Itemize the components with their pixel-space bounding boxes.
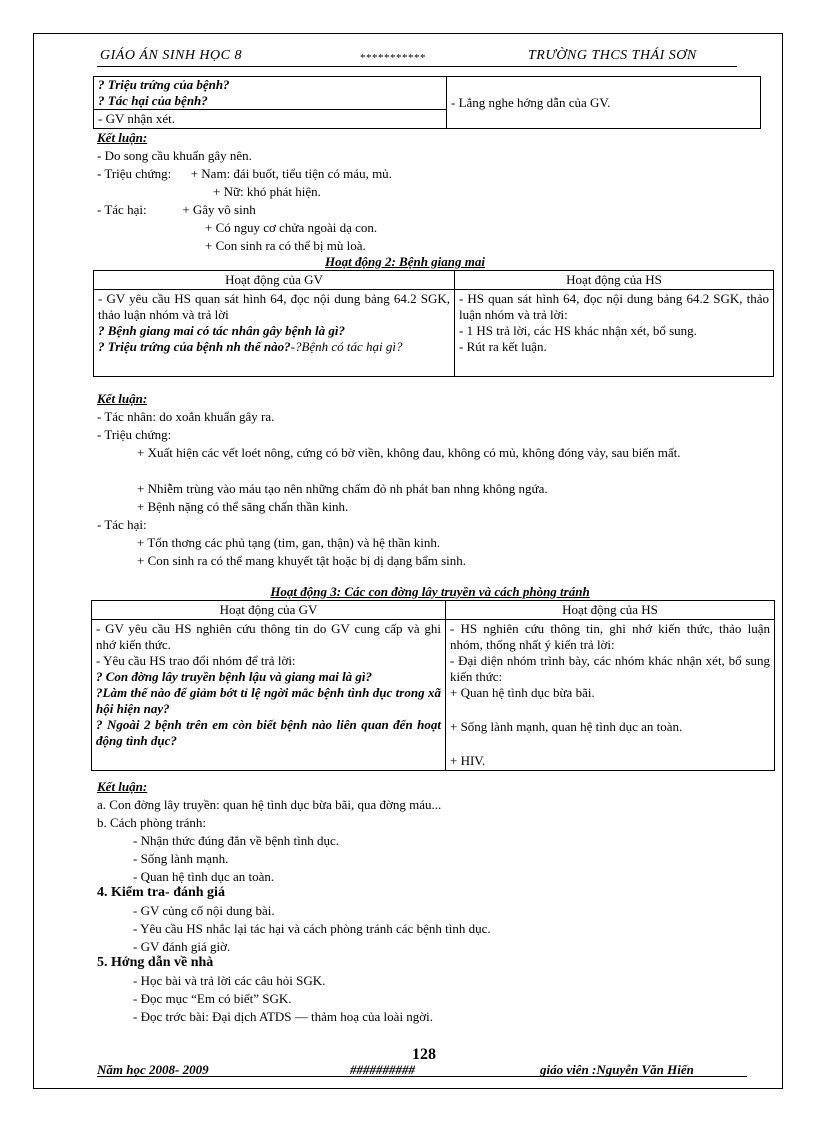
activity2-hs-cell bbox=[455, 290, 774, 377]
section5-item-2: - Đọc mục “Em có biết” SGK. bbox=[133, 991, 292, 1006]
activity1-table bbox=[93, 76, 761, 129]
conclusion2-symptom-1: + Xuất hiện các vết loét nông, cứng có bờ viền, không đau, không có mủ, không đóng vảy, sau biến mất. bbox=[137, 445, 681, 460]
activity3-gv-instruction: - GV yêu cầu HS nghiên cứu thông tin do GV cung cấp và ghi nhớ kiến thức. bbox=[96, 621, 441, 652]
activity3-hs-answer-2: + Sống lành mạnh, quan hệ tình dục an toàn. bbox=[450, 719, 683, 734]
conclusion2-symptom-3: + Bệnh nặng có thể săng chấn thần kinh. bbox=[137, 499, 349, 514]
conclusion3-title: Kết luận: bbox=[97, 779, 148, 794]
activity2-hs-conclude: - Rút ra kết luận. bbox=[459, 339, 547, 354]
conclusion1-symptoms-male: - Triệu chứng: + Nam: đái buốt, tiểu tiện có máu, mủ. bbox=[97, 166, 392, 181]
footer-hashes: ########## bbox=[350, 1062, 415, 1077]
footer-rule bbox=[97, 1076, 747, 1077]
activity2-question-symptoms: ? Triệu trứng của bệnh nh thế nào?-?Bệnh có tác hại gì? bbox=[98, 339, 403, 354]
activity3-hs-present: - Đại diện nhóm trình bày, các nhóm khác nhận xét, bổ sung kiến thức: bbox=[450, 653, 770, 684]
conclusion2-agent: - Tác nhân: do xoắn khuẩn gây ra. bbox=[97, 409, 275, 424]
conclusion3-prevention-1: - Nhận thức đúng đắn về bệnh tình dục. bbox=[133, 833, 339, 848]
activity2-hs-observe: - HS quan sát hình 64, đọc nội dung bảng 64.2 SGK, thảo luận nhóm và trả lời: bbox=[459, 291, 769, 322]
section5-item-3: - Đọc trớc bài: Đại dịch ATDS — thảm hoạ của loài ngời. bbox=[133, 1009, 434, 1024]
conclusion3-prevention-2: - Sống lành mạnh. bbox=[133, 851, 229, 866]
section4-item-1: - GV củng cố nội dung bài. bbox=[133, 903, 275, 918]
activity3-col-gv: Hoạt động của GV bbox=[92, 601, 446, 620]
header-subject: GIÁO ÁN SINH HỌC 8 bbox=[100, 48, 242, 63]
activity1-gv-remark: - GV nhận xét. bbox=[94, 110, 447, 129]
conclusion3-prevention-label: b. Cách phòng tránh: bbox=[97, 815, 207, 830]
conclusion1-title: Kết luận: bbox=[97, 130, 148, 145]
activity2-col-gv: Hoạt động của GV bbox=[94, 271, 455, 290]
activity3-question-other: ? Ngoài 2 bệnh trên em còn biết bệnh nào liên quan đến hoạt động tình dục? bbox=[96, 717, 441, 748]
activity2-hs-answer: - 1 HS trả lời, các HS khác nhận xét, bổ sung. bbox=[459, 323, 697, 338]
activity3-question-reduce: ?Làm thế nào để giảm bớt tỉ lệ ngời mắc bệnh tình dục trong xã hội hiện nay? bbox=[96, 685, 441, 716]
header-school: TRƯỜNG THCS THÁI SƠN bbox=[528, 48, 697, 63]
activity3-hs-cell bbox=[446, 620, 775, 771]
activity3-hs-study: - HS nghiên cứu thông tin, ghi nhớ kiến thức, thảo luận nhóm, thống nhất ý kiến trả lời: bbox=[450, 621, 770, 652]
activity3-hs-answer-3: + HIV. bbox=[450, 753, 486, 768]
activity2-table bbox=[93, 270, 774, 377]
conclusion3-prevention-3: - Quan hệ tình dục an toàn. bbox=[133, 869, 275, 884]
conclusion2-harm-label: - Tác hại: bbox=[97, 517, 147, 532]
section4-item-3: - GV đánh giá giờ. bbox=[133, 939, 231, 954]
conclusion1-symptoms-female: + Nữ: khó phát hiện. bbox=[213, 184, 321, 199]
footer-teacher: giáo viên :Nguyễn Văn Hiến bbox=[540, 1062, 694, 1077]
activity3-col-hs: Hoạt động của HS bbox=[446, 601, 775, 620]
activity2-question-cause: ? Bệnh giang mai có tác nhân gây bệnh là gì? bbox=[98, 323, 346, 338]
activity2-gv-instruction: - GV yêu cầu HS quan sát hình 64, đọc nội dung bảng 64.2 SGK, thảo luận nhóm và trả lời bbox=[98, 291, 450, 322]
activity3-heading: Hoạt động 3: Các con đờng lây truyền và cách phòng tránh bbox=[270, 584, 590, 599]
activity3-question-transmission: ? Con đờng lây truyền bệnh lậu và giang mai là gì? bbox=[96, 669, 373, 684]
section4-title: 4. Kiểm tra- đánh giá bbox=[97, 885, 225, 900]
conclusion2-symptom-2: + Nhiễm trùng vào máu tạo nên những chấm đỏ nh phát ban nhng không ngứa. bbox=[137, 481, 548, 496]
conclusion3-transmission: a. Con đờng lây truyền: quan hệ tình dục bừa bãi, qua đờng máu... bbox=[97, 797, 442, 812]
header-rule bbox=[97, 66, 737, 67]
conclusion1-harm-2: + Có nguy cơ chửa ngoài dạ con. bbox=[205, 220, 378, 235]
conclusion2-title: Kết luận: bbox=[97, 391, 148, 406]
activity3-gv-cell bbox=[92, 620, 446, 771]
activity2-col-hs: Hoạt động của HS bbox=[455, 271, 774, 290]
activity3-table bbox=[91, 600, 775, 771]
header-stars: *********** bbox=[360, 52, 426, 64]
section5-title: 5. Hớng dẫn về nhà bbox=[97, 955, 214, 970]
activity3-gv-discuss: - Yêu cầu HS trao đổi nhóm để trả lời: bbox=[96, 653, 296, 668]
activity1-gv-cell bbox=[94, 77, 447, 110]
activity2-gv-cell bbox=[94, 290, 455, 377]
page-number: 128 bbox=[412, 1046, 436, 1063]
question-symptoms: ? Triệu trứng của bệnh? bbox=[98, 77, 230, 92]
activity3-hs-answer-1: + Quan hệ tình dục bừa bãi. bbox=[450, 685, 595, 700]
question-harm: ? Tác hại của bệnh? bbox=[98, 93, 208, 108]
activity1-hs-cell: - Lắng nghe hớng dẫn của GV. bbox=[447, 77, 761, 129]
conclusion2-symptoms-label: - Triệu chứng: bbox=[97, 427, 172, 442]
conclusion2-harm-1: + Tổn thơng các phủ tạng (tim, gan, thận) và hệ thần kinh. bbox=[137, 535, 441, 550]
conclusion1-cause: - Do song cầu khuẩn gây nên. bbox=[97, 148, 252, 163]
footer-school-year: Năm học 2008- 2009 bbox=[97, 1062, 209, 1077]
section4-item-2: - Yêu cầu HS nhắc lại tác hại và cách phòng tránh các bệnh tình dục. bbox=[133, 921, 491, 936]
conclusion1-harm-1: - Tác hại: + Gây vô sinh bbox=[97, 202, 256, 217]
conclusion1-harm-3: + Con sinh ra có thể bị mù loà. bbox=[205, 238, 366, 253]
conclusion2-harm-2: + Con sinh ra có thể mang khuyết tật hoặc bị dị dạng bẩm sinh. bbox=[137, 553, 467, 568]
section5-item-1: - Học bài và trả lời các câu hỏi SGK. bbox=[133, 973, 326, 988]
activity2-heading: Hoạt động 2: Bệnh giang mai bbox=[325, 254, 485, 269]
